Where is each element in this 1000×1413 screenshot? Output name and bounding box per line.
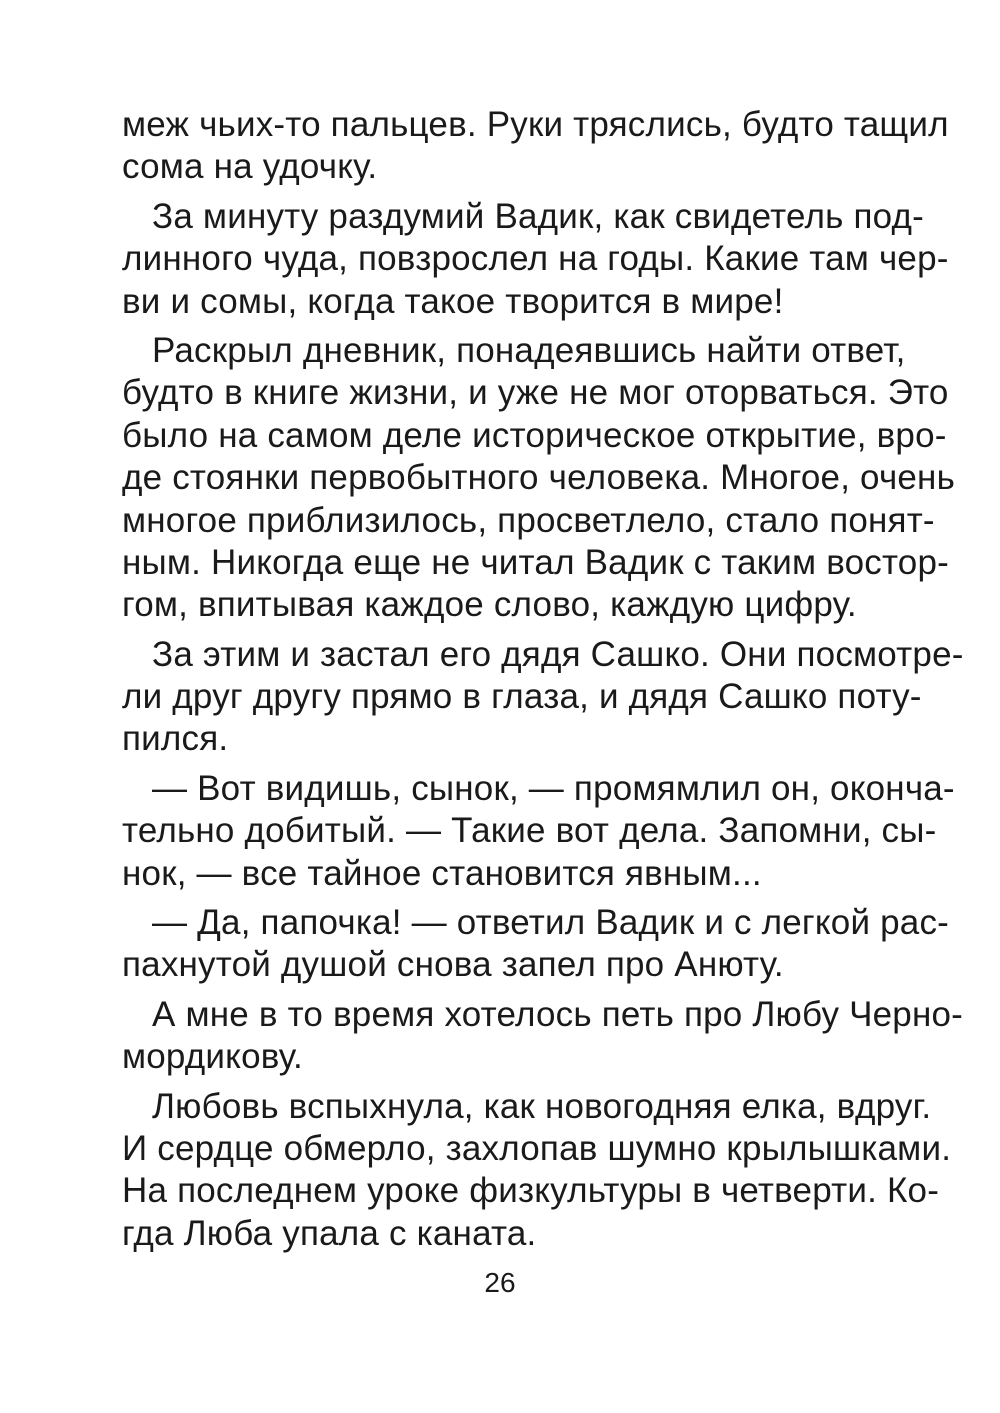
text-line-1: меж чьих-то пальцев. Руки тряслись, будто тащил xyxy=(122,105,949,144)
text-line-16: — Вот видишь, сынок, — промямлил он, оконча- xyxy=(152,768,955,808)
text-line-13: За этим и застал его дядя Сашко. Они посмотре- xyxy=(152,634,964,674)
text-line-14: ли друг другу прямо в глаза, и дядя Сашко поту- xyxy=(122,677,922,717)
text-line-20: пахнутой душой снова запел про Анюту. xyxy=(122,945,784,985)
text-line-7: будто в книге жизни, и уже не мог оторваться. Это xyxy=(122,373,949,413)
text-line-19: — Да, папочка! — ответил Вадик и с легкой рас- xyxy=(152,903,950,943)
text-line-23: Любовь вспыхнула, как новогодняя елка, вдруг. xyxy=(152,1086,932,1126)
text-line-21: А мне в то время хотелось петь про Любу Черно- xyxy=(152,994,964,1034)
text-line-26: гда Люба упала с каната. xyxy=(122,1213,537,1253)
text-line-18: нок, — все тайное становится явным... xyxy=(122,853,762,893)
text-line-10: многое приблизилось, просветлело, стало понят- xyxy=(122,500,935,540)
text-line-9: де стоянки первобытного человека. Многое, очень xyxy=(122,458,956,498)
text-line-11: ным. Никогда еще не читал Вадик с таким востор- xyxy=(122,542,949,582)
text-line-4: линного чуда, повзрослел на годы. Какие там чер- xyxy=(122,239,949,279)
page-number: 26 xyxy=(484,1267,516,1298)
text-line-15: пился. xyxy=(122,719,229,759)
text-line-24: И сердце обмерло, захлопав шумно крылышками. xyxy=(122,1128,952,1168)
text-line-2: сома на удочку. xyxy=(122,147,378,187)
book-page-text xyxy=(122,104,964,1255)
text-line-3: За минуту раздумий Вадик, как свидетель под- xyxy=(152,196,924,236)
text-line-17: тельно добитый. — Такие вот дела. Запомни, сы- xyxy=(122,811,937,851)
text-line-6: Раскрыл дневник, понадеявшись найти ответ, xyxy=(152,330,906,370)
text-line-25: На последнем уроке физкультуры в четверти. Ко- xyxy=(122,1171,940,1211)
text-line-22: мордикову. xyxy=(122,1037,303,1077)
text-line-12: гом, впитывая каждое слово, каждую цифру. xyxy=(122,585,857,625)
text-line-8: было на самом деле историческое открытие, вро- xyxy=(122,415,947,455)
text-line-5: ви и сомы, когда такое творится в мире! xyxy=(122,281,784,321)
